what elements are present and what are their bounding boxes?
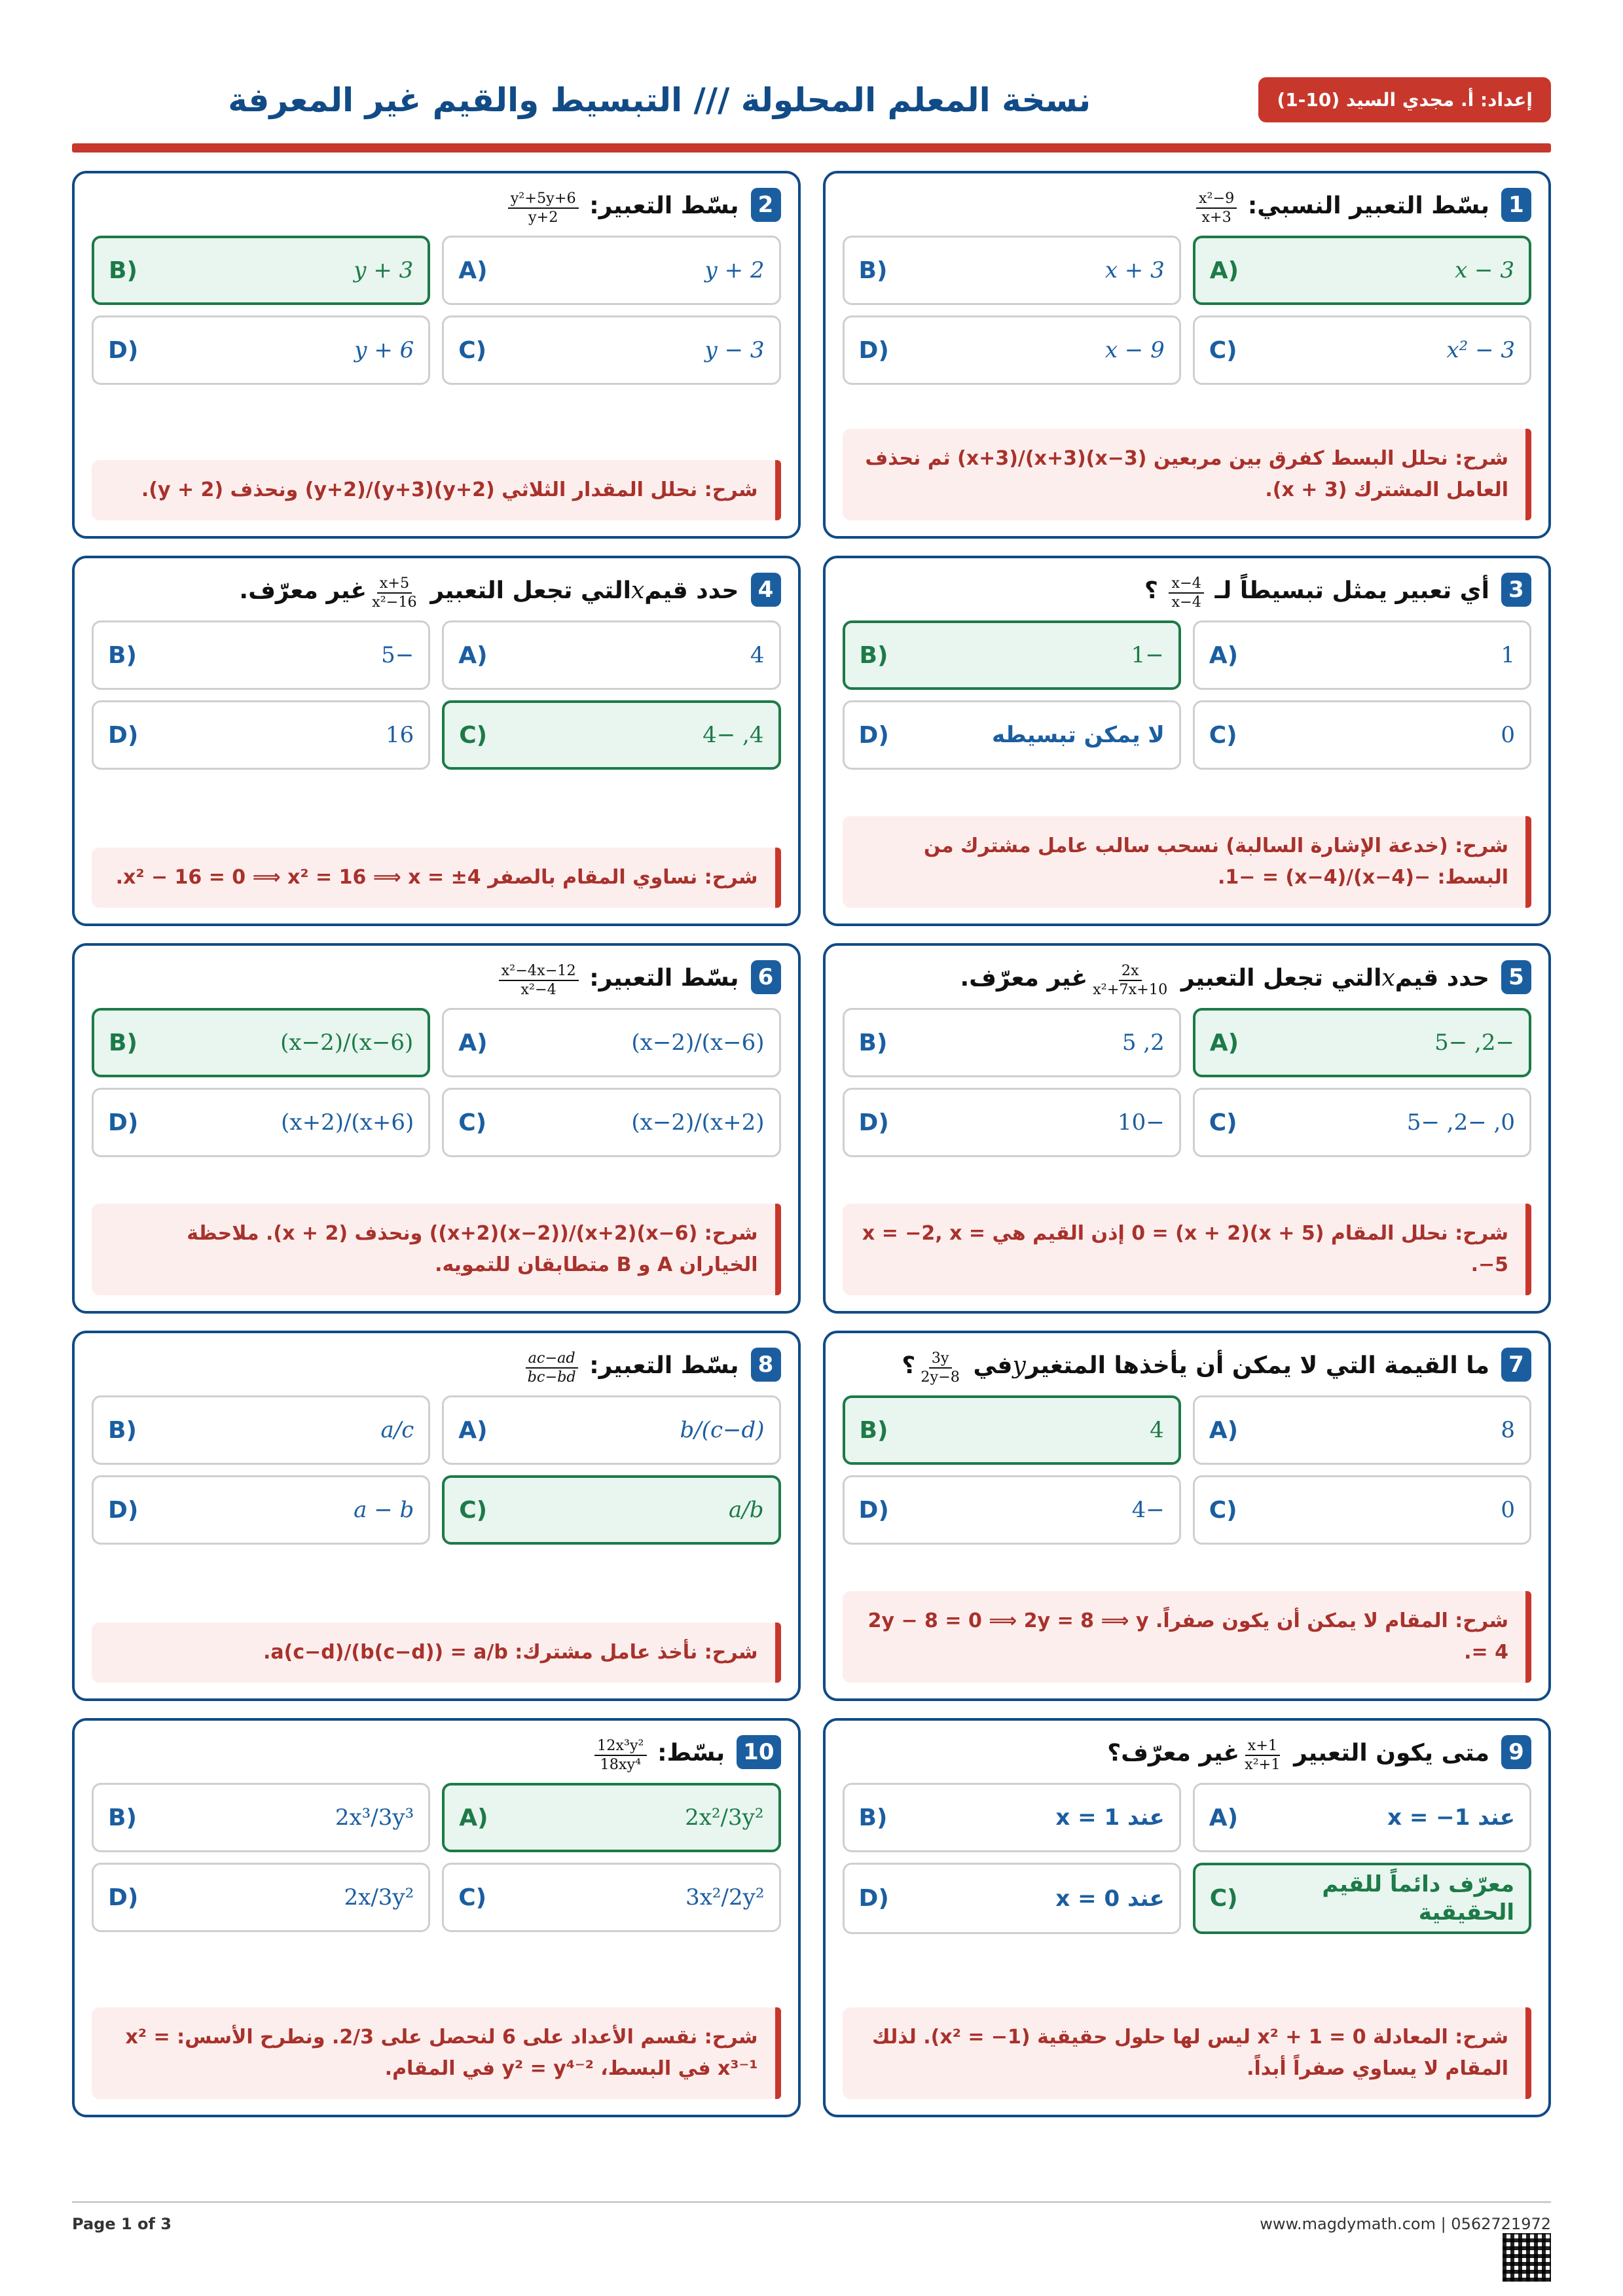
- option-value-10-C: 3x²/2y²: [685, 1884, 765, 1911]
- option-2-D[interactable]: [92, 315, 430, 385]
- question-text-5: [843, 960, 1490, 996]
- options-6: [92, 1008, 781, 1157]
- option-value-10-B: 2x³/3y³: [335, 1804, 414, 1831]
- option-letter-7-A: (A: [1209, 1416, 1239, 1444]
- option-6-D[interactable]: [92, 1088, 430, 1157]
- question-number-9: 9: [1501, 1735, 1531, 1769]
- option-value-9-D: عند x = 0: [1055, 1885, 1165, 1912]
- option-letter-10-D: (D: [108, 1884, 139, 1911]
- expression-denominator-1: x+3: [1201, 209, 1231, 226]
- page-title: نسخة المعلم المحلولة /// التبسيط والقيم غير المعرفة: [228, 81, 1091, 119]
- option-6-A[interactable]: [442, 1008, 780, 1077]
- expression-numerator-5: 2x: [1119, 963, 1142, 981]
- option-value-6-B: (x−6)/(x−2): [280, 1030, 414, 1056]
- explanation-6: شرح: (x−6)(x+2)/((x−2)(x+2)) ونحذف (x + 2). ملاحظة الخياران A و B متطابقان للتمويه.: [92, 1204, 781, 1295]
- option-value-8-D: a − b: [354, 1497, 414, 1524]
- option-value-4-C: 4, −4: [702, 722, 764, 749]
- option-letter-4-C: (C: [459, 721, 488, 749]
- option-value-5-C: 0, −2, −5: [1406, 1109, 1515, 1136]
- question-card-5: [823, 943, 1552, 1314]
- question-expression-6: [499, 963, 579, 998]
- option-letter-5-B: (B: [858, 1029, 888, 1056]
- question-card-7: [823, 1331, 1552, 1701]
- question-text-6: [92, 960, 739, 996]
- footer-page-label: Page 1 of 3: [72, 2215, 172, 2233]
- option-letter-8-C: (C: [459, 1496, 488, 1524]
- option-letter-8-D: (D: [108, 1496, 139, 1524]
- question-prompt-7: ما القيمة التي لا يمكن أن يأخذها المتغير: [1025, 1352, 1489, 1379]
- card-spacer-7: [843, 1545, 1532, 1591]
- option-value-6-A: (x−6)/(x−2): [631, 1030, 765, 1056]
- card-spacer-10: [92, 1932, 781, 2007]
- explanation-7: شرح: المقام لا يمكن أن يكون صفراً. 2y − 8 = 0 ⟹ 2y = 8 ⟹ y = 4.: [843, 1591, 1532, 1683]
- option-letter-2-D: (D: [108, 336, 139, 364]
- option-5-C[interactable]: [1193, 1088, 1531, 1157]
- option-9-D[interactable]: [843, 1863, 1181, 1934]
- option-value-8-C: a/b: [729, 1497, 764, 1524]
- option-value-7-C: 0: [1501, 1497, 1515, 1524]
- question-number-1: 1: [1501, 188, 1531, 222]
- option-letter-10-A: (A: [459, 1804, 488, 1831]
- question-expression-1: [1196, 191, 1237, 226]
- option-3-C[interactable]: [1193, 700, 1531, 770]
- option-1-D[interactable]: [843, 315, 1181, 385]
- question-text-4: [92, 573, 739, 609]
- question-header-7: [843, 1348, 1532, 1384]
- explanation-9: شرح: المعادلة x² + 1 = 0 ليس لها حلول حقيقية (x² = −1). لذلك المقام لا يساوي صفراً أبداً.: [843, 2007, 1532, 2099]
- expression-denominator-2: y+2: [528, 209, 558, 226]
- expression-denominator-4: x²−16: [372, 594, 417, 611]
- question-text-7: [843, 1348, 1490, 1384]
- option-9-C[interactable]: [1193, 1863, 1531, 1934]
- question-prompt-6: بسّط التعبير:: [589, 965, 739, 992]
- explanation-4: شرح: نساوي المقام بالصفر x² − 16 = 0 ⟹ x² = 16 ⟹ x = ±4.: [92, 848, 781, 908]
- explanation-1: شرح: نحلل البسط كفرق بين مربعين (x−3)(x+3)/(x+3) ثم نحذف العامل المشترك (x + 3).: [843, 429, 1532, 520]
- option-value-8-B: a/c: [380, 1417, 414, 1444]
- option-letter-4-A: (A: [458, 641, 488, 669]
- expression-numerator-2: y²+5y+6: [508, 191, 579, 209]
- question-header-6: [92, 960, 781, 996]
- question-header-9: [843, 1735, 1532, 1771]
- expression-denominator-5: x²+7x+10: [1093, 981, 1168, 998]
- option-letter-1-D: (D: [858, 336, 889, 364]
- option-8-A[interactable]: [442, 1395, 780, 1465]
- option-2-B[interactable]: [92, 236, 430, 305]
- question-number-6: 6: [751, 960, 781, 994]
- question-card-3: [823, 556, 1552, 926]
- question-number-4: 4: [751, 573, 781, 607]
- option-2-A[interactable]: [442, 236, 780, 305]
- page-header: [72, 0, 1551, 122]
- option-letter-2-B: (B: [109, 257, 137, 284]
- option-7-D[interactable]: [843, 1475, 1181, 1545]
- options-9: [843, 1783, 1532, 1934]
- options-4: [92, 620, 781, 770]
- options-2: [92, 236, 781, 385]
- option-letter-6-A: (A: [458, 1029, 488, 1056]
- option-8-D[interactable]: [92, 1475, 430, 1545]
- option-value-7-A: 8: [1501, 1417, 1515, 1444]
- options-7: [843, 1395, 1532, 1545]
- option-value-2-C: y − 3: [704, 337, 765, 364]
- expression-numerator-3: 4−x: [1169, 576, 1204, 594]
- question-expression-8: [525, 1351, 579, 1386]
- option-value-4-D: 16: [385, 722, 414, 749]
- option-value-1-A: x − 3: [1455, 257, 1514, 284]
- option-letter-3-B: (B: [859, 641, 888, 669]
- options-1: [843, 236, 1532, 385]
- explanation-3: شرح: (خدعة الإشارة السالبة) نسحب سالب عامل مشترك من البسط: −(x−4)/(x−4) = −1.: [843, 816, 1532, 908]
- question-number-10: 10: [737, 1735, 780, 1769]
- question-text-9: [843, 1735, 1490, 1771]
- question-text-3: [843, 573, 1490, 609]
- option-9-B[interactable]: [843, 1783, 1181, 1852]
- option-letter-1-C: (C: [1209, 336, 1237, 364]
- option-9-A[interactable]: [1193, 1783, 1531, 1852]
- question-number-2: 2: [751, 188, 781, 222]
- question-expression-4: [369, 576, 420, 611]
- question-card-8: [72, 1331, 801, 1701]
- expression-numerator-8: ac−ad: [526, 1351, 578, 1369]
- option-2-C[interactable]: [442, 315, 780, 385]
- question-card-9: [823, 1718, 1552, 2117]
- option-letter-8-B: (B: [108, 1416, 137, 1444]
- option-letter-3-D: (D: [858, 721, 889, 749]
- option-letter-6-D: (D: [108, 1109, 139, 1136]
- option-8-C[interactable]: [442, 1475, 780, 1545]
- option-value-4-A: 4: [750, 642, 765, 669]
- question-suffix-3: ؟: [1144, 577, 1158, 604]
- option-letter-4-D: (D: [108, 721, 139, 749]
- option-letter-6-C: (C: [458, 1109, 487, 1136]
- option-letter-10-B: (B: [108, 1804, 137, 1831]
- question-number-5: 5: [1501, 960, 1531, 994]
- expression-numerator-10: 12x³y²: [594, 1738, 646, 1756]
- expression-denominator-7: 2y−8: [921, 1369, 960, 1386]
- option-value-6-D: (x+6)/(x+2): [281, 1109, 414, 1136]
- option-6-C[interactable]: [442, 1088, 780, 1157]
- option-6-B[interactable]: [92, 1008, 430, 1077]
- expression-numerator-4: x+5: [377, 576, 412, 594]
- question-expression-3: [1169, 576, 1204, 611]
- page-footer: [72, 2201, 1551, 2233]
- option-letter-7-D: (D: [858, 1496, 889, 1524]
- options-3: [843, 620, 1532, 770]
- question-header-1: [843, 188, 1532, 224]
- option-letter-9-B: (B: [858, 1804, 888, 1831]
- question-expression-9: [1242, 1738, 1283, 1773]
- explanation-8: شرح: نأخذ عامل مشترك: a(c−d)/(b(c−d)) = a/b.: [92, 1623, 781, 1683]
- option-10-D[interactable]: [92, 1863, 430, 1932]
- question-suffix-9: غير معرّف؟: [1107, 1740, 1240, 1767]
- option-7-A[interactable]: [1193, 1395, 1531, 1465]
- question-card-6: [72, 943, 801, 1314]
- question-header-3: [843, 573, 1532, 609]
- option-value-9-C: معرّف دائماً للقيم الحقيقية: [1322, 1871, 1514, 1926]
- options-8: [92, 1395, 781, 1545]
- option-7-B[interactable]: [843, 1395, 1181, 1465]
- option-letter-2-A: (A: [458, 257, 488, 284]
- option-value-3-B: −1: [1131, 642, 1164, 669]
- option-letter-5-C: (C: [1209, 1109, 1237, 1136]
- question-expression-10: [594, 1738, 646, 1773]
- question-header-10: [92, 1735, 781, 1771]
- question-card-4: [72, 556, 801, 926]
- option-value-1-D: x − 9: [1104, 337, 1165, 364]
- question-variable-5: x: [1381, 965, 1395, 992]
- option-value-5-D: −10: [1117, 1109, 1165, 1136]
- question-suffix-7: ؟: [902, 1352, 916, 1379]
- option-letter-9-C: (C: [1209, 1885, 1238, 1912]
- question-suffix-5: غير معرّف.: [960, 965, 1088, 992]
- option-value-9-B: عند x = 1: [1055, 1804, 1165, 1831]
- option-value-2-B: y + 3: [354, 257, 414, 284]
- author-badge: إعداد: أ. مجدي السيد (10-1): [1258, 77, 1551, 122]
- option-value-1-C: x² − 3: [1446, 337, 1515, 364]
- question-text-1: [843, 188, 1490, 224]
- option-value-3-D: لا يمكن تبسيطه: [991, 722, 1165, 749]
- question-prompt-9: متى يكون التعبير: [1294, 1740, 1489, 1767]
- expression-denominator-8: bc−bd: [527, 1369, 576, 1386]
- footer-site-info: www.magdymath.com | 0562721972: [1260, 2215, 1551, 2233]
- qr-code-icon: [1503, 2233, 1551, 2282]
- option-letter-1-B: (B: [858, 257, 888, 284]
- expression-denominator-6: x²−4: [520, 981, 556, 998]
- option-value-7-B: 4: [1150, 1417, 1164, 1444]
- card-spacer-3: [843, 770, 1532, 816]
- option-3-B[interactable]: [843, 620, 1181, 690]
- option-value-2-D: y + 6: [354, 337, 414, 364]
- option-1-B[interactable]: [843, 236, 1181, 305]
- explanation-2: شرح: نحلل المقدار الثلاثي (y+2)(y+3)/(y+2) ونحذف (y + 2).: [92, 460, 781, 520]
- question-prompt-3: أي تعبير يمثل تبسيطاً لـ: [1214, 577, 1489, 604]
- header-divider: [72, 143, 1551, 152]
- question-header-8: [92, 1348, 781, 1384]
- option-letter-4-B: (B: [108, 641, 137, 669]
- question-prompt-5: حدد قيم: [1395, 965, 1489, 992]
- card-spacer-1: [843, 385, 1532, 429]
- option-value-6-C: (x+2)/(x−2): [631, 1109, 765, 1136]
- question-variable-7: y: [1012, 1352, 1026, 1379]
- option-letter-2-C: (C: [458, 336, 487, 364]
- question-card-10: [72, 1718, 801, 2117]
- question-number-7: 7: [1501, 1348, 1531, 1382]
- option-value-3-C: 0: [1501, 722, 1515, 749]
- option-value-4-B: −5: [381, 642, 414, 669]
- option-letter-9-A: (A: [1209, 1804, 1239, 1831]
- option-letter-1-A: (A: [1209, 257, 1239, 284]
- option-letter-8-A: (A: [458, 1416, 488, 1444]
- question-number-3: 3: [1501, 573, 1531, 607]
- option-letter-5-D: (D: [858, 1109, 889, 1136]
- option-8-B[interactable]: [92, 1395, 430, 1465]
- options-5: [843, 1008, 1532, 1157]
- expression-denominator-9: x²+1: [1245, 1756, 1281, 1773]
- question-text-2: [92, 188, 739, 224]
- expression-denominator-3: x−4: [1171, 594, 1201, 611]
- option-letter-3-C: (C: [1209, 721, 1237, 749]
- option-5-D[interactable]: [843, 1088, 1181, 1157]
- option-4-A[interactable]: [442, 620, 780, 690]
- card-spacer-9: [843, 1934, 1532, 2007]
- option-value-7-D: −4: [1131, 1497, 1165, 1524]
- option-5-B[interactable]: [843, 1008, 1181, 1077]
- option-1-C[interactable]: [1193, 315, 1531, 385]
- option-value-9-A: عند x = −1: [1387, 1804, 1515, 1831]
- option-4-B[interactable]: [92, 620, 430, 690]
- question-header-2: [92, 188, 781, 224]
- option-value-5-A: −2, −5: [1434, 1030, 1514, 1056]
- option-value-8-A: (c−d)/b: [680, 1417, 765, 1444]
- question-text-8: [92, 1348, 739, 1384]
- explanation-5: شرح: نحلل المقام (x + 5)(x + 2) = 0 إذن القيم هي x = −2, x = −5.: [843, 1204, 1532, 1295]
- option-7-C[interactable]: [1193, 1475, 1531, 1545]
- option-value-2-A: y + 2: [704, 257, 765, 284]
- option-3-A[interactable]: [1193, 620, 1531, 690]
- option-1-A[interactable]: [1193, 236, 1531, 305]
- question-suffix-4: غير معرّف.: [239, 577, 367, 604]
- option-10-B[interactable]: [92, 1783, 430, 1852]
- question-mid-5: التي تجعل التعبير: [1180, 965, 1382, 992]
- question-number-8: 8: [751, 1348, 781, 1382]
- question-prompt-2: بسّط التعبير:: [589, 192, 739, 219]
- question-expression-7: [918, 1351, 962, 1386]
- question-card-2: [72, 171, 801, 539]
- question-header-4: [92, 573, 781, 609]
- question-text-10: [92, 1735, 725, 1771]
- option-letter-3-A: (A: [1209, 641, 1239, 669]
- card-spacer-4: [92, 770, 781, 848]
- question-mid-7: في: [973, 1352, 1013, 1379]
- question-expression-5: [1090, 963, 1170, 998]
- expression-numerator-7: 3y: [929, 1351, 952, 1369]
- option-10-C[interactable]: [442, 1863, 780, 1932]
- question-prompt-10: بسّط:: [657, 1740, 725, 1767]
- question-prompt-1: بسّط التعبير النسبي:: [1247, 192, 1489, 219]
- questions-grid: [72, 171, 1551, 2117]
- question-header-5: [843, 960, 1532, 996]
- question-prompt-8: بسّط التعبير:: [589, 1352, 739, 1379]
- option-5-A[interactable]: [1193, 1008, 1531, 1077]
- expression-numerator-6: x²−4x−12: [499, 963, 579, 981]
- option-letter-9-D: (D: [858, 1885, 889, 1912]
- expression-numerator-9: x+1: [1245, 1738, 1280, 1756]
- option-letter-5-A: (A: [1209, 1029, 1239, 1056]
- option-letter-6-B: (B: [109, 1029, 137, 1056]
- option-value-1-B: x + 3: [1104, 257, 1165, 284]
- option-letter-7-B: (B: [859, 1416, 888, 1444]
- question-card-1: [823, 171, 1552, 539]
- options-10: [92, 1783, 781, 1932]
- question-mid-4: التي تجعل التعبير: [430, 577, 631, 604]
- option-letter-10-C: (C: [458, 1884, 487, 1911]
- expression-denominator-10: 18xy⁴: [600, 1756, 642, 1773]
- option-value-3-A: 1: [1501, 642, 1515, 669]
- option-3-D[interactable]: [843, 700, 1181, 770]
- card-spacer-5: [843, 1157, 1532, 1204]
- question-expression-2: [508, 191, 579, 226]
- option-value-10-D: 2x/3y²: [344, 1884, 414, 1911]
- option-value-5-B: 2, 5: [1122, 1030, 1165, 1056]
- question-variable-4: x: [630, 577, 645, 604]
- option-letter-7-C: (C: [1209, 1496, 1237, 1524]
- card-spacer-6: [92, 1157, 781, 1204]
- option-10-A[interactable]: [442, 1783, 780, 1852]
- explanation-10: شرح: نقسم الأعداد على 6 لنحصل على 2/3. ونطرح الأسس: x² = x³⁻¹ في البسط، y² = y⁴⁻² في المقام.: [92, 2007, 781, 2099]
- card-spacer-8: [92, 1545, 781, 1623]
- option-4-D[interactable]: [92, 700, 430, 770]
- question-prompt-4: حدد قيم: [644, 577, 739, 604]
- option-4-C[interactable]: [442, 700, 780, 770]
- expression-numerator-1: x²−9: [1196, 191, 1237, 209]
- option-value-10-A: 2x²/3y²: [685, 1804, 764, 1831]
- card-spacer-2: [92, 385, 781, 460]
